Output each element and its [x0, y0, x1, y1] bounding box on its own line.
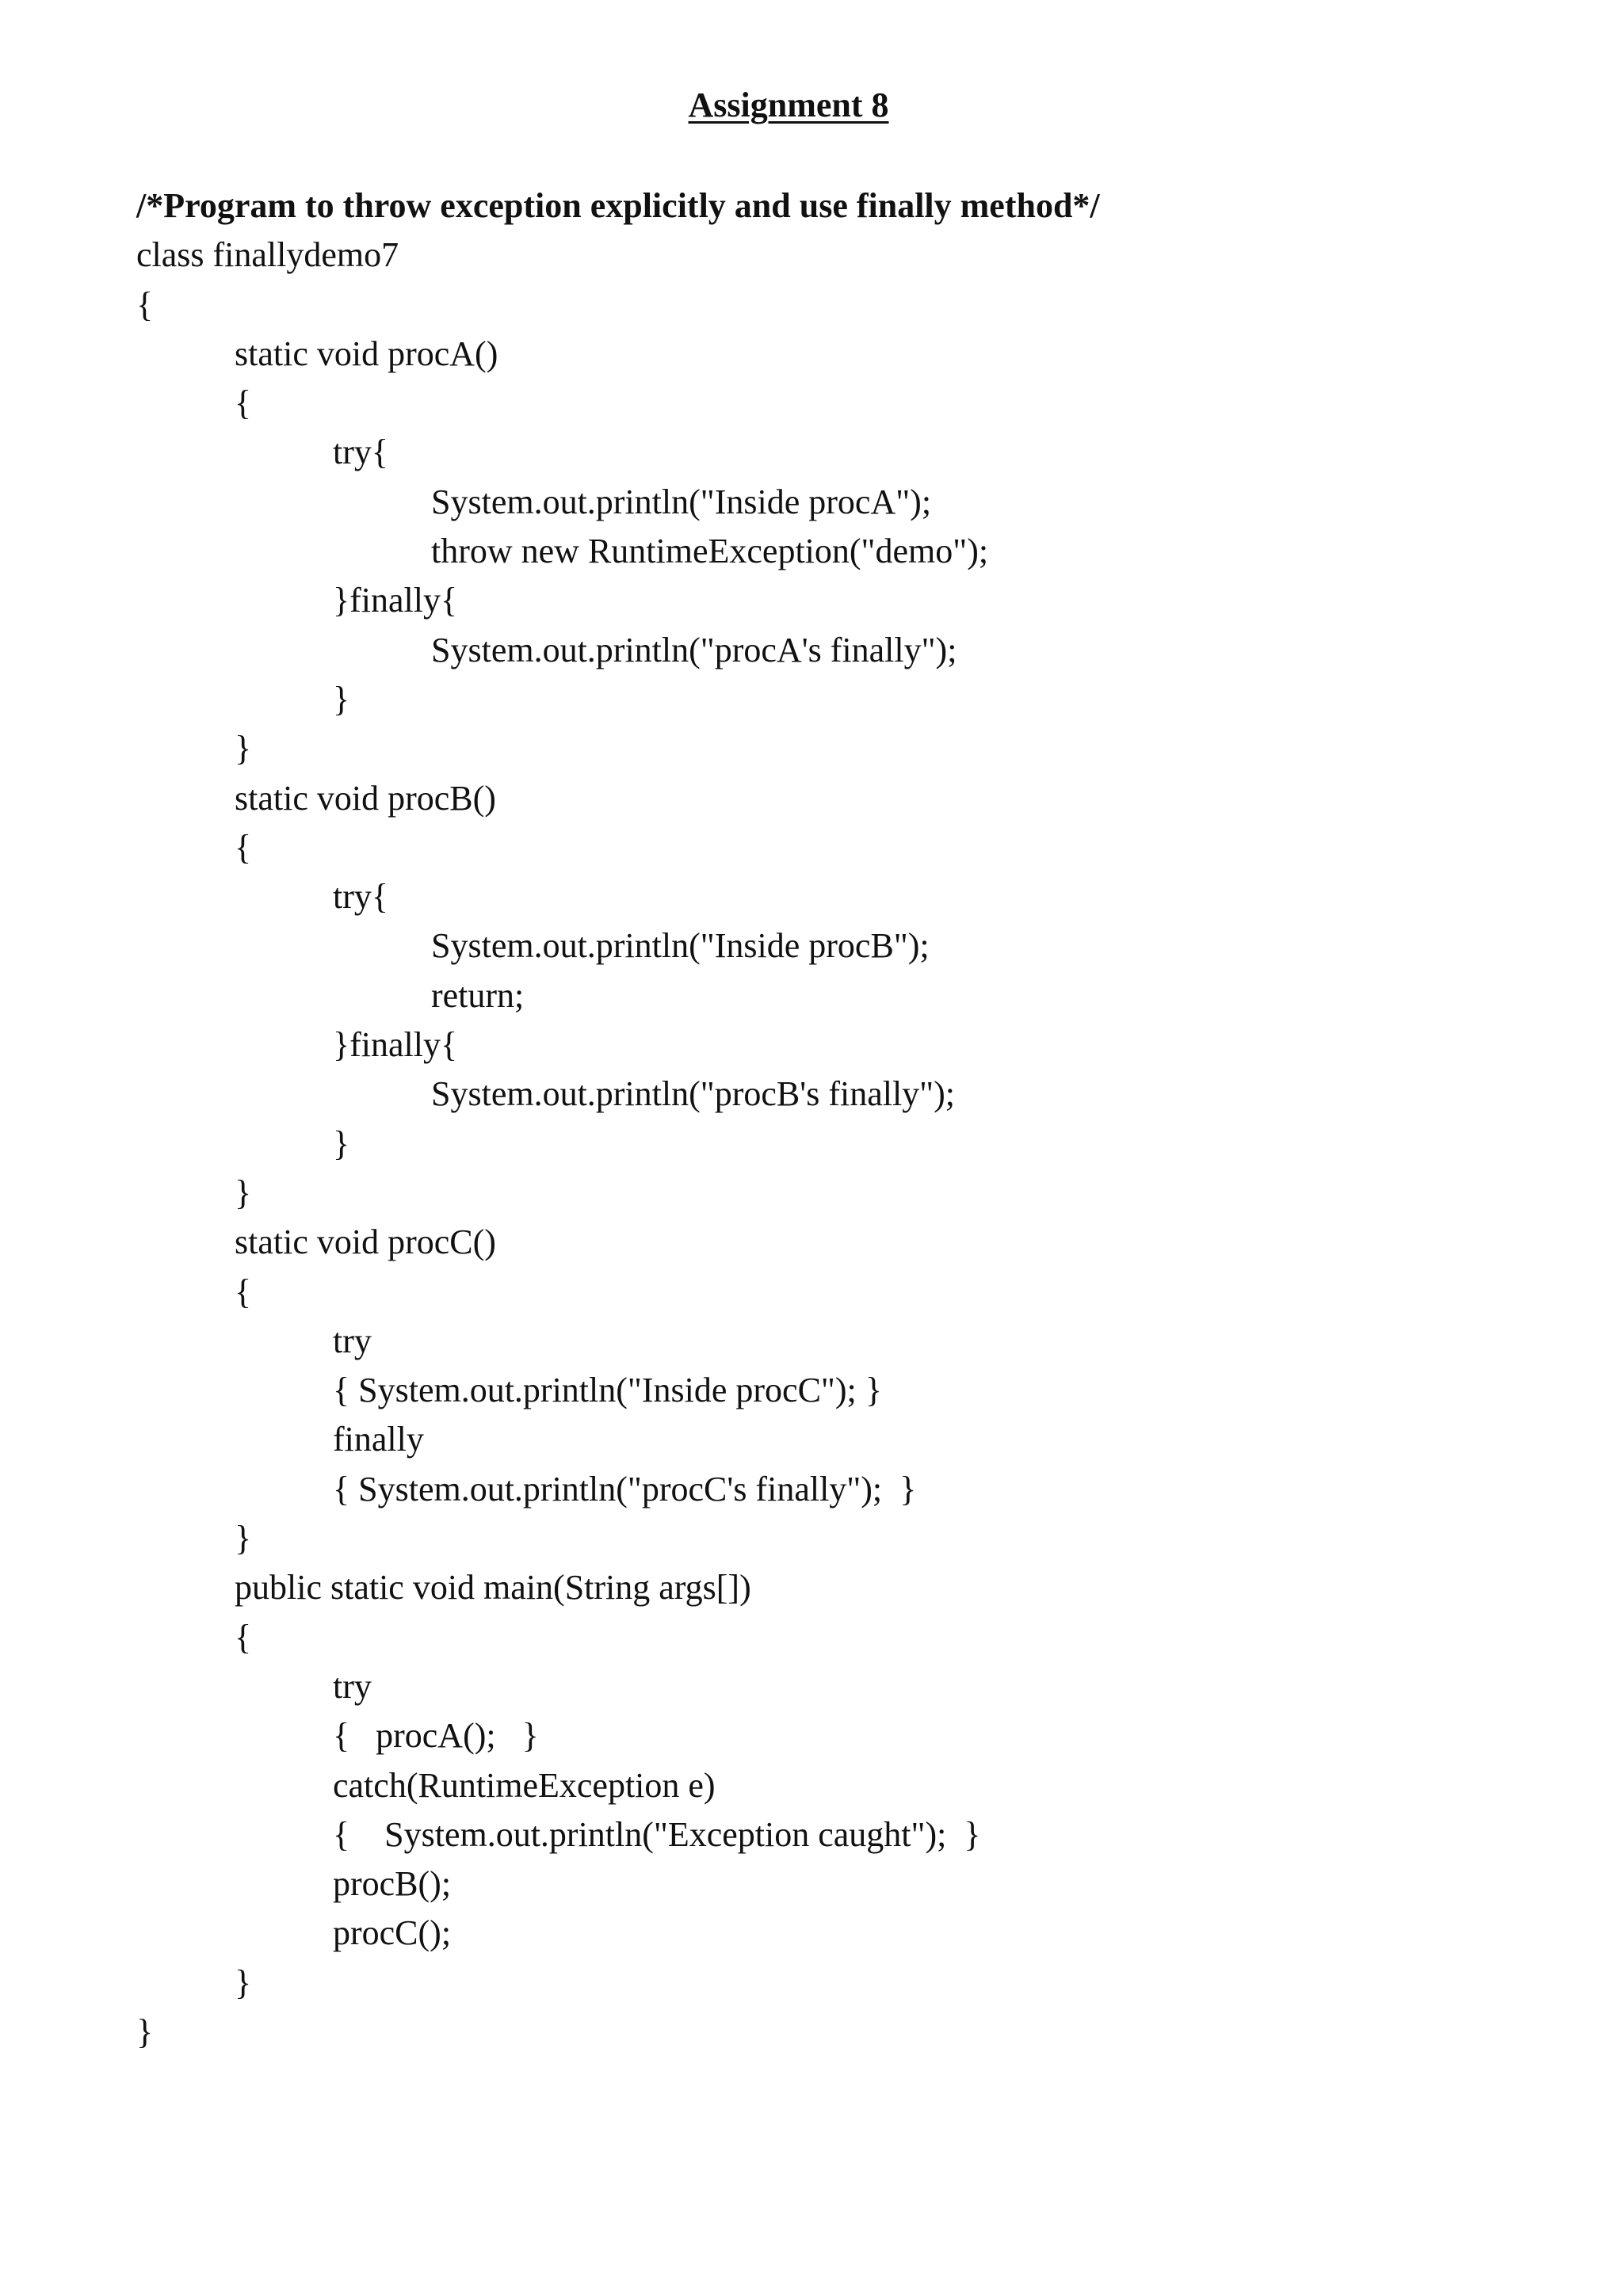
code-line: System.out.println("Inside procB"); [431, 926, 930, 966]
code-line: static void procA() [235, 334, 498, 373]
code-line: System.out.println("procB's finally"); [431, 1074, 956, 1114]
code-line: { System.out.println("procC's finally"); } [333, 1469, 917, 1508]
code-line: }finally{ [333, 1025, 458, 1065]
code-line: try [333, 1321, 372, 1360]
code-listing [136, 181, 1563, 2057]
code-line: }finally{ [333, 581, 458, 620]
code-line: procB(); [333, 1864, 452, 1904]
code-line: } [235, 1519, 252, 1558]
code-line: { [235, 827, 252, 867]
code-line: System.out.println("Inside procA"); [431, 482, 932, 521]
code-line: static void procB() [235, 778, 496, 818]
code-line: } [235, 1962, 252, 2002]
code-line: try{ [333, 877, 388, 917]
code-line: public static void main(String args[]) [235, 1568, 751, 1608]
code-line: System.out.println("procA's finally"); [431, 630, 957, 669]
code-line: { [235, 1272, 252, 1311]
program-comment: /*Program to throw exception explicitly and use finally method*/ [136, 186, 1100, 225]
page-title: Assignment 8 [688, 86, 889, 124]
code-line: static void procC() [235, 1222, 496, 1262]
code-line: return; [431, 975, 525, 1015]
code-line: catch(RuntimeException e) [333, 1765, 716, 1805]
code-line: { System.out.println("Inside procC"); } [333, 1371, 882, 1410]
code-line: try{ [333, 433, 388, 472]
code-line: try [333, 1666, 372, 1706]
code-line: throw new RuntimeException("demo"); [431, 532, 989, 571]
code-line: class finallydemo7 [136, 235, 399, 275]
code-line: procC(); [333, 1913, 452, 1953]
code-line: finally [333, 1420, 424, 1459]
code-line: } [333, 679, 350, 719]
code-line: { [235, 383, 252, 423]
code-line: { [136, 284, 154, 324]
code-line: { System.out.println("Exception caught"); } [333, 1814, 981, 1854]
code-line: { procA(); } [333, 1716, 539, 1756]
code-line: } [136, 2012, 154, 2051]
code-line: { [235, 1617, 252, 1657]
code-line: } [235, 1173, 252, 1212]
code-line: } [235, 729, 252, 769]
code-line: } [333, 1123, 350, 1163]
